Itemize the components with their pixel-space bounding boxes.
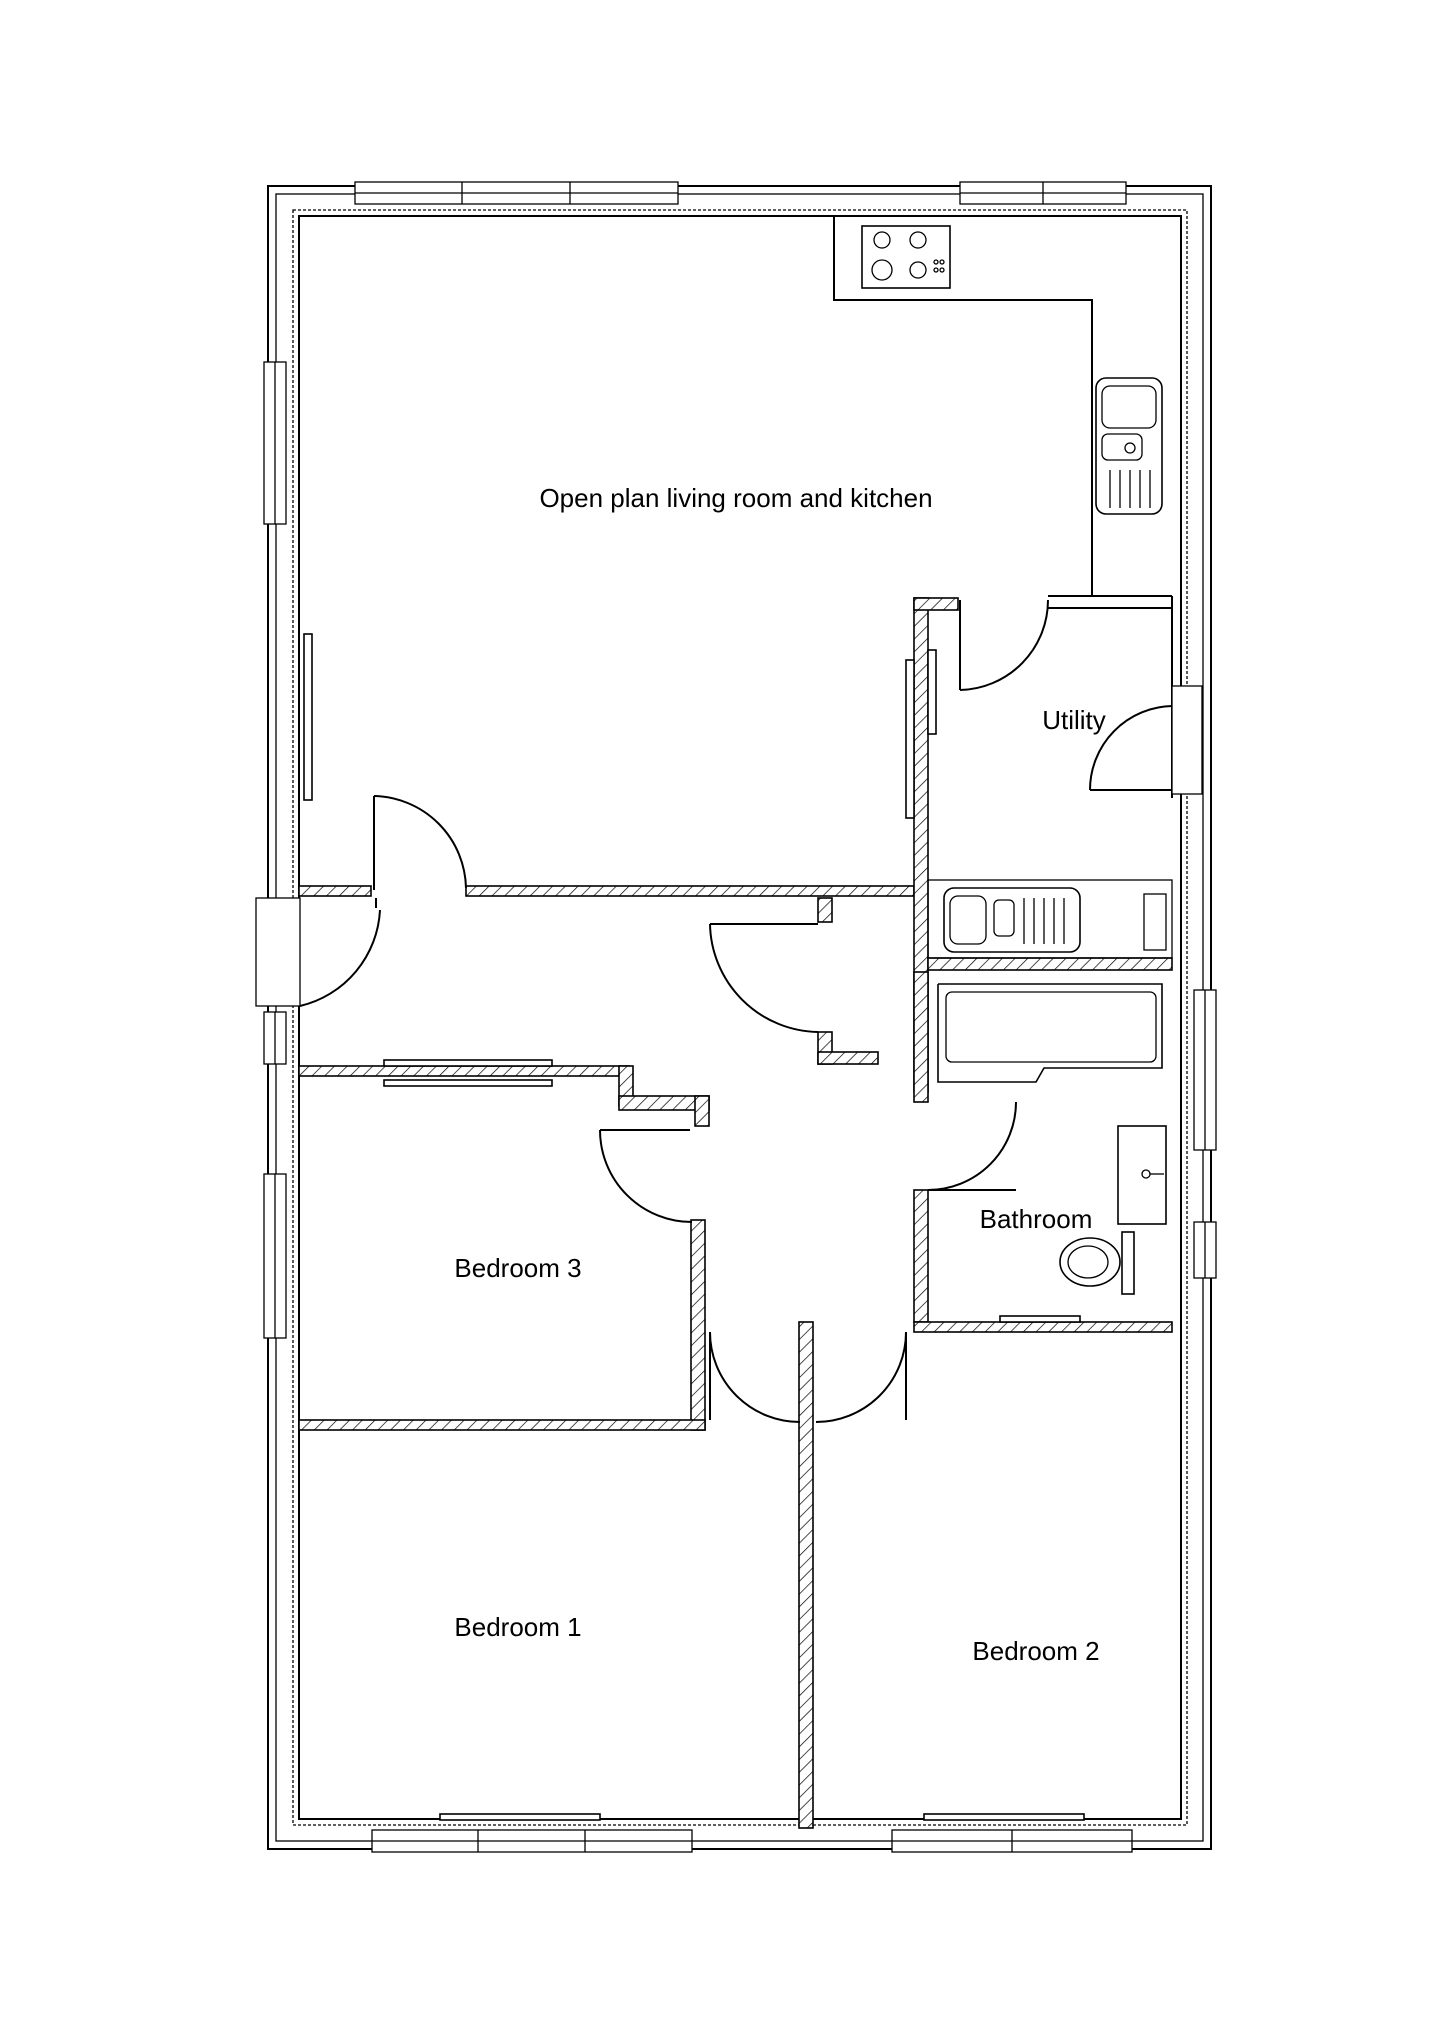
- basin-icon: [1118, 1126, 1166, 1224]
- toilet-icon: [1060, 1232, 1134, 1294]
- utility-sink-icon: [928, 880, 1172, 958]
- bedroom-2-label: Bedroom 2: [972, 1636, 1100, 1666]
- living-kitchen-label: Open plan living room and kitchen: [539, 483, 933, 513]
- kitchen-sink-icon: [1096, 378, 1162, 514]
- hob-icon: [862, 226, 950, 288]
- bedroom-3-label: Bedroom 3: [454, 1253, 582, 1283]
- bedroom-1-label: Bedroom 1: [454, 1612, 582, 1642]
- utility-label: Utility: [1042, 705, 1106, 735]
- bath-icon: [938, 984, 1162, 1082]
- bathroom-label: Bathroom: [979, 1204, 1093, 1234]
